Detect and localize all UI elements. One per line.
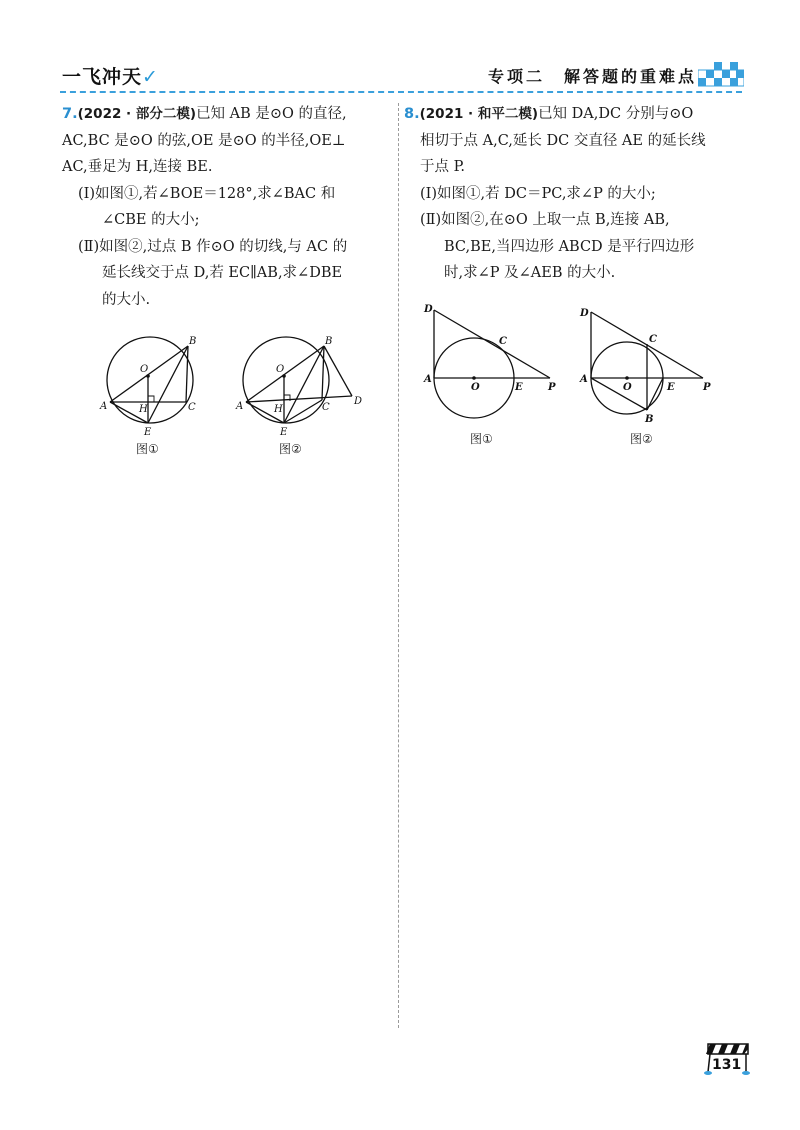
label-c: C bbox=[649, 334, 657, 345]
label-b: B bbox=[325, 336, 333, 347]
problem-8-line-0 bbox=[404, 101, 744, 128]
problem-7 bbox=[62, 101, 392, 313]
label-e: E bbox=[280, 427, 288, 438]
problem-7-line-0 bbox=[62, 101, 392, 128]
p7-fig2-caption: 图② bbox=[279, 442, 302, 456]
problem-8-line-1: 相切于点 A,C,延长 DC 交直径 AE 的延长线 bbox=[420, 132, 706, 149]
problem-7-line-2: AC,垂足为 H,连接 BE. bbox=[62, 159, 213, 175]
problem-source: (2022 · 部分二模) bbox=[77, 106, 197, 122]
p8-fig1-caption: 图① bbox=[470, 432, 493, 446]
label-a: A bbox=[424, 374, 432, 385]
label-o: O bbox=[276, 364, 285, 375]
problem-text: 已知 AB 是⊙O 的直径, bbox=[196, 106, 347, 122]
label-o: O bbox=[623, 382, 632, 393]
problem-text: 已知 DA,DC 分别与⊙O bbox=[538, 106, 694, 122]
page-number: 131 bbox=[712, 1057, 742, 1073]
problem-7-line-3: (Ⅰ)如图①,若∠BOE＝128°,求∠BAC 和 bbox=[78, 185, 336, 202]
problem-7-line-6: 延长线交于点 D,若 EC∥AB,求∠DBE bbox=[102, 265, 343, 281]
center-dot bbox=[625, 376, 629, 380]
label-h: H bbox=[139, 404, 148, 415]
p7-figure-2 bbox=[234, 330, 366, 440]
chord-bc bbox=[186, 346, 188, 402]
brand-text: 一飞冲天 bbox=[62, 66, 143, 88]
problem-8-line-2: 于点 P. bbox=[420, 159, 466, 175]
header-rule bbox=[60, 91, 742, 93]
problem-7-line-4: ∠CBE 的大小; bbox=[102, 212, 200, 228]
label-c: C bbox=[499, 336, 507, 347]
label-d: D bbox=[424, 304, 433, 315]
label-h: H bbox=[274, 404, 283, 415]
center-dot bbox=[472, 376, 476, 380]
line-dp bbox=[434, 310, 550, 378]
label-a: A bbox=[236, 401, 244, 412]
problem-7-line-5: (Ⅱ)如图②,过点 B 作⊙O 的切线,与 AC 的 bbox=[78, 238, 348, 255]
diameter-ab bbox=[246, 346, 324, 402]
p7-fig1-caption: 图① bbox=[136, 442, 159, 456]
segment-be bbox=[148, 346, 188, 423]
label-d: D bbox=[354, 396, 363, 407]
problem-number: 7. bbox=[62, 106, 78, 122]
label-o: O bbox=[140, 364, 149, 375]
column-divider bbox=[398, 103, 399, 1028]
label-c: C bbox=[322, 402, 330, 413]
segment-be bbox=[647, 378, 663, 410]
chord-bc bbox=[322, 346, 324, 400]
label-b: B bbox=[645, 414, 654, 425]
label-p: P bbox=[548, 382, 556, 393]
label-b: B bbox=[189, 336, 197, 347]
problem-7-line-1: AC,BC 是⊙O 的弦,OE 是⊙O 的半径,OE⊥ bbox=[62, 132, 346, 149]
problem-source: (2021 · 和平二模) bbox=[419, 106, 539, 122]
swoosh-icon: ✓ bbox=[142, 66, 159, 88]
segment-ab bbox=[591, 378, 647, 410]
problem-8-line-3: (Ⅰ)如图①,若 DC＝PC,求∠P 的大小; bbox=[420, 185, 656, 202]
problem-8 bbox=[404, 101, 744, 287]
section-title: 专项二 解答题的重难点 bbox=[488, 67, 698, 86]
p7-figure-1 bbox=[98, 330, 208, 440]
diameter-ab bbox=[110, 346, 188, 402]
label-d: D bbox=[580, 308, 589, 319]
label-a: A bbox=[100, 401, 108, 412]
label-a: A bbox=[580, 374, 588, 385]
label-e: E bbox=[515, 382, 523, 393]
problem-7-line-7: 的大小. bbox=[102, 291, 151, 308]
circle-o bbox=[243, 337, 329, 423]
checker-flag-icon bbox=[698, 60, 744, 90]
label-e: E bbox=[667, 382, 675, 393]
problem-8-line-5: BC,BE,当四边形 ABCD 是平行四边形 bbox=[444, 238, 695, 255]
label-c: C bbox=[188, 402, 196, 413]
label-o: O bbox=[471, 382, 480, 393]
page-header bbox=[0, 0, 800, 100]
p8-figure-2 bbox=[575, 300, 715, 430]
label-p: P bbox=[703, 382, 711, 393]
circle-o bbox=[107, 337, 193, 423]
brand-logo bbox=[62, 62, 159, 89]
label-e: E bbox=[144, 427, 152, 438]
line-ad bbox=[246, 396, 352, 402]
p8-figure-1 bbox=[420, 300, 560, 430]
p8-fig2-caption: 图② bbox=[630, 432, 653, 446]
problem-8-line-4: (Ⅱ)如图②,在⊙O 上取一点 B,连接 AB, bbox=[420, 212, 670, 228]
problem-8-line-6: 时,求∠P 及∠AEB 的大小. bbox=[444, 265, 616, 281]
problem-number: 8. bbox=[404, 106, 420, 122]
right-angle-mark bbox=[148, 396, 154, 402]
